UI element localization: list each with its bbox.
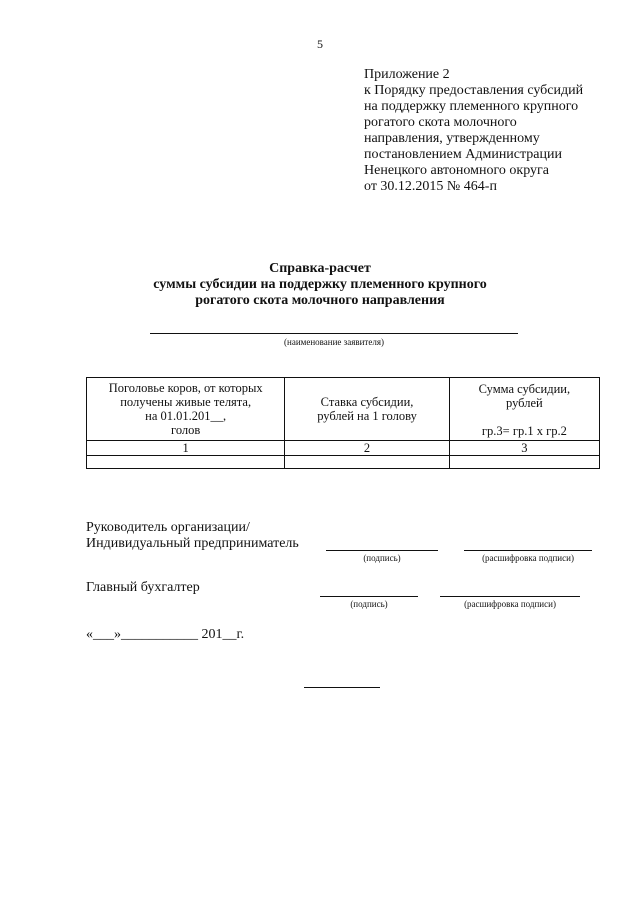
header-text: на 01.01.201__, [145, 409, 227, 423]
title-line-2: суммы субсидии на поддержку племенного крупного [153, 277, 487, 292]
header-text: голов [171, 423, 201, 437]
head-signature-line [326, 550, 438, 551]
appendix-line: рогатого скота молочного [364, 115, 517, 130]
header-text: Ставка субсидии, [320, 395, 414, 409]
signature-caption: (подпись) [363, 553, 401, 563]
table-header-row [87, 378, 600, 441]
signature-caption: (подпись) [350, 599, 388, 609]
data-cell [449, 456, 599, 469]
title-line-1: Справка-расчет [269, 261, 371, 276]
header-cell-rate [285, 378, 449, 441]
date-line: «___»___________ 201__г. [86, 627, 245, 642]
column-number: 2 [285, 441, 449, 456]
header-cell-sum [449, 378, 599, 441]
header-text: получены живые телята, [120, 395, 252, 409]
decoding-caption: (расшифровка подписи) [464, 599, 556, 609]
appendix-line: Ненецкого автономного округа [364, 163, 549, 178]
header-text: Сумма субсидии, [478, 382, 571, 396]
accountant-decoding-line [440, 596, 580, 597]
head-label-line-2: Индивидуальный предприниматель [86, 536, 299, 551]
header-text: Поголовье коров, от которых [108, 381, 263, 395]
appendix-line: постановлением Администрации [364, 147, 562, 162]
appendix-block [364, 67, 634, 195]
title-line-3: рогатого скота молочного направления [195, 293, 445, 308]
calculation-table [86, 377, 600, 469]
data-cell [87, 456, 285, 469]
appendix-line: от 30.12.2015 № 464-п [364, 179, 497, 194]
document-title [120, 261, 520, 309]
table-row [87, 456, 600, 469]
sum-formula: гр.3= гр.1 х гр.2 [481, 424, 567, 438]
appendix-line: направления, утвержденному [364, 131, 540, 146]
appendix-line: Приложение 2 [364, 67, 450, 82]
decoding-caption: (расшифровка подписи) [482, 553, 574, 563]
head-label-line-1: Руководитель организации/ [86, 520, 250, 535]
column-number: 1 [87, 441, 285, 456]
header-cell-cows [87, 378, 285, 441]
column-number: 3 [449, 441, 599, 456]
head-decoding-line [464, 550, 592, 551]
appendix-line: к Порядку предоставления субсидий [364, 83, 584, 98]
applicant-name-line [150, 333, 518, 334]
accountant-label: Главный бухгалтер [86, 580, 200, 595]
closing-separator [304, 687, 380, 688]
page-number: 5 [317, 37, 323, 51]
accountant-signature-line [320, 596, 418, 597]
header-text: рублей на 1 голову [317, 409, 417, 423]
appendix-line: на поддержку племенного крупного [364, 99, 579, 114]
table-row [87, 441, 600, 456]
applicant-caption: (наименование заявителя) [284, 337, 384, 347]
data-cell [285, 456, 449, 469]
header-text: рублей [506, 396, 543, 410]
